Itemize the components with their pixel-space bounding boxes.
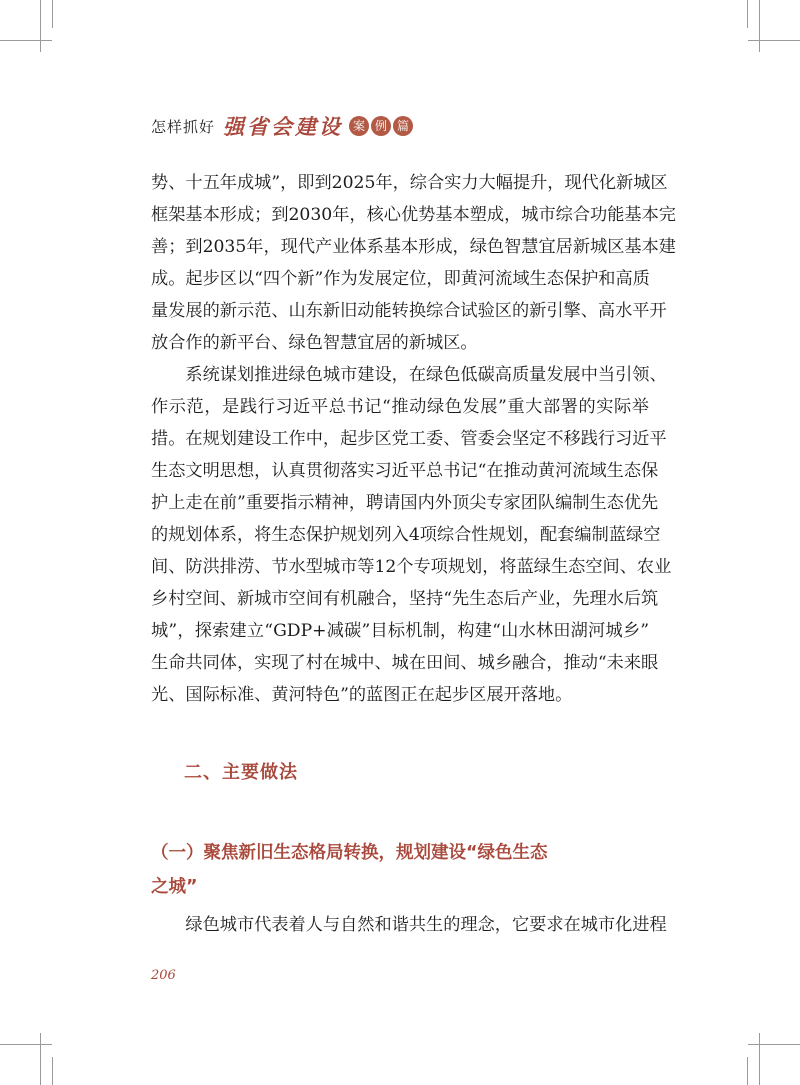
running-header [151, 112, 415, 140]
crop-mark-bottom-left-v [40, 1033, 41, 1085]
section-heading: 二、主要做法 [184, 762, 298, 783]
crop-mark-bottom-left-h [0, 1044, 52, 1045]
text-line: 作示范，是践行习近平总书记“推动绿色发展”重大部署的实际举 [151, 397, 649, 417]
text-line: 乡村空间、新城市空间有机融合，坚持“先生态后产业，先理水后筑 [151, 589, 659, 609]
crop-mark-top-left-v [40, 0, 41, 52]
text-line: 量发展的新示范、山东新旧动能转换综合试验区的新引擎、高水平开 [151, 301, 667, 321]
crop-mark-top-right-h [748, 40, 800, 41]
text-line: 系统谋划推进绿色城市建设，在绿色低碳高质量发展中当引领、 [151, 365, 667, 385]
text-line: 成。起步区以“四个新”作为发展定位，即黄河流域生态保护和高质 [151, 269, 650, 289]
text-line: 势、十五年成城”，即到2025年，综合实力大幅提升，现代化新城区 [151, 173, 668, 193]
subsection-heading-line: 之城” [151, 877, 198, 897]
crop-mark-bottom-right-v2 [747, 1057, 748, 1085]
crop-mark-top-right-v [759, 0, 760, 52]
text-line: 光、国际标准、黄河特色”的蓝图正在起步区展开落地。 [151, 685, 573, 705]
body-paragraph-1 [151, 167, 676, 359]
text-line: 间、防洪排涝、节水型城市等12个专项规划，将蓝绿生态空间、农业 [151, 557, 672, 577]
text-line: 措。在规划建设工作中，起步区党工委、管委会坚定不移践行习近平 [151, 429, 667, 449]
header-badge-3: 篇 [393, 116, 413, 136]
page-number: 206 [151, 968, 176, 983]
subsection-heading-line: （一）聚焦新旧生态格局转换，规划建设“绿色生态 [151, 843, 548, 863]
subsection-heading [151, 836, 649, 904]
crop-mark-top-left-v2 [52, 0, 53, 28]
header-badge-2: 例 [371, 116, 391, 136]
text-line: 生态文明思想，认真贯彻落实习近平总书记“在推动黄河流域生态保 [151, 461, 659, 481]
body-paragraph-2 [151, 359, 672, 711]
header-badge-1: 案 [349, 116, 369, 136]
text-line: 的规划体系，将生态保护规划列入4项综合性规划，配套编制蓝绿空 [151, 525, 661, 545]
text-line: 放合作的新平台、绿色智慧宜居的新城区。 [151, 333, 478, 353]
crop-mark-bottom-left-v2 [52, 1057, 53, 1085]
text-line: 护上走在前”重要指示精神，聘请国内外顶尖专家团队编制生态优先 [151, 493, 659, 513]
crop-mark-bottom-right-v [759, 1033, 760, 1085]
text-line: 绿色城市代表着人与自然和谐共生的理念，它要求在城市化进程 [151, 915, 667, 935]
text-line: 善；到2035年，现代产业体系基本形成，绿色智慧宜居新城区基本建 [151, 237, 676, 257]
crop-mark-top-right-v2 [747, 0, 748, 28]
text-line: 城”，探索建立“GDP+减碳”目标机制，构建“山水林田湖河城乡” [151, 621, 649, 641]
text-line: 框架基本形成；到2030年，核心优势基本塑成，城市综合功能基本完 [151, 205, 676, 225]
body-paragraph-3 [151, 909, 667, 941]
crop-mark-bottom-right-h [748, 1044, 800, 1045]
header-series: 怎样抓好 [151, 117, 216, 136]
header-brand: 强省会建设 [223, 114, 344, 139]
text-line: 生命共同体，实现了村在城中、城在田间、城乡融合，推动“未来眼 [151, 653, 659, 673]
crop-mark-top-left-h [0, 40, 52, 41]
